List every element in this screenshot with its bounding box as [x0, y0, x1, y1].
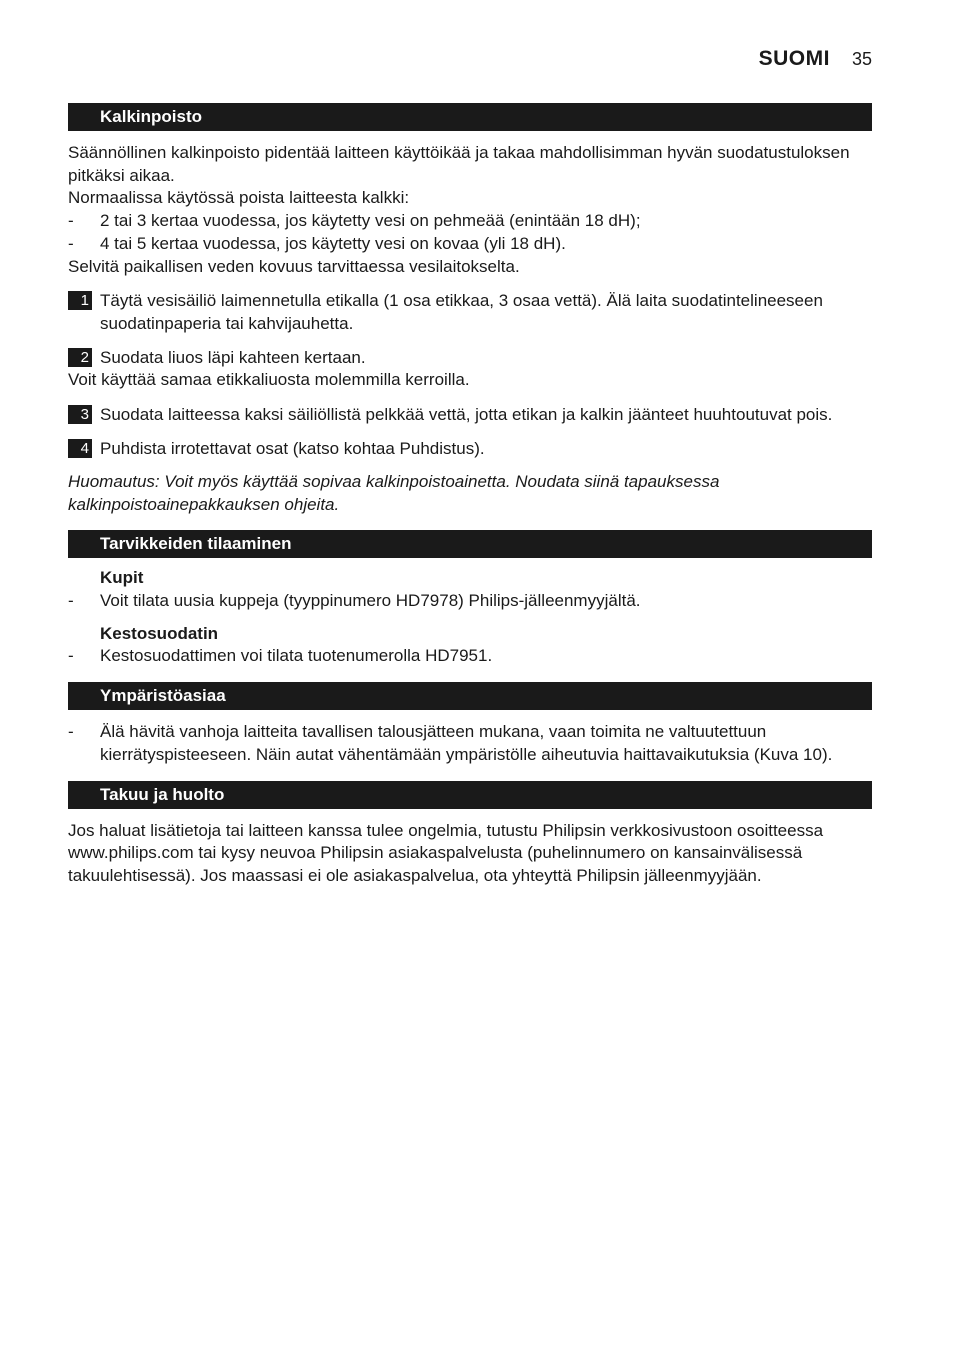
step-2	[68, 346, 872, 369]
step-4	[68, 437, 872, 460]
page-content	[68, 103, 872, 888]
list-item: - Kestosuodattimen voi tilata tuotenumerolla HD7951.	[68, 646, 493, 666]
step-number: 2	[68, 348, 92, 367]
step-text: Puhdista irrotettavat osat (katso kohtaa Puhdistus).	[100, 438, 485, 458]
section-title-accessories: Tarvikkeiden tilaaminen	[68, 530, 872, 558]
language-label: SUOMI	[758, 47, 830, 70]
section-title-warranty: Takuu ja huolto	[68, 781, 872, 809]
step-3	[68, 403, 872, 426]
list-item: - 2 tai 3 kertaa vuodessa, jos käytetty vesi on pehmeää (enintään 18 dH);	[68, 211, 641, 231]
descaling-normal-use: Normaalissa käytössä poista laitteesta kalkki:	[68, 188, 410, 208]
descaling-intro: Säännöllinen kalkinpoisto pidentää laitteen käyttöikää ja takaa mahdollisimman hyvän suodatustuloksen pitkäksi aikaa.	[68, 143, 850, 185]
warranty-text: Jos haluat lisätietoja tai laitteen kanssa tulee ongelmia, tutustu Philipsin verkkosivustoon osoitteessa www.philips.com tai kysy neuvoa Philipsin asiakaspalvelusta (puhelinnumero on kansainvälisessä takuulehtisessä). Jos maassasi ei ole asiakaspalvelua, ota yhteyttä Philipsin jälleenmyyjään.	[68, 820, 824, 885]
subheading-cups: Kupit	[100, 568, 144, 588]
step-text: Täytä vesisäiliö laimennetulla etikalla (1 osa etikkaa, 3 osaa vettä). Älä laita suodatintelineeseen suodatinpaperia tai kahvijauhetta.	[100, 291, 823, 334]
list-item: - Älä hävitä vanhoja laitteita tavallisen talousjätteen mukana, vaan toimita ne valtuutettuun kierrätyspisteeseen. Näin autat vähentämään ympäristölle aiheutuvia haittavaikutuksia (Kuva 10).	[68, 722, 833, 764]
step-text: Suodata liuos läpi kahteen kertaan.	[100, 348, 366, 368]
section-title-environment: Ympäristöasiaa	[68, 682, 872, 710]
descaling-note: Huomautus: Voit myös käyttää sopivaa kalkinpoistoainetta. Noudata siinä tapauksessa kalkinpoistoainepakkauksen ohjeita.	[68, 471, 720, 514]
step-number: 1	[68, 291, 92, 310]
step-number: 4	[68, 439, 92, 458]
step-number: 3	[68, 405, 92, 424]
descaling-hardness-note: Selvitä paikallisen veden kovuus tarvittaessa vesilaitokselta.	[68, 256, 520, 276]
page-header	[759, 47, 872, 71]
list-item: - Voit tilata uusia kuppeja (tyyppinumero HD7978) Philips-jälleenmyyjältä.	[68, 591, 641, 611]
step-text: Suodata laitteessa kaksi säiliöllistä pelkkää vettä, jotta etikan ja kalkin jäänteet huuhtoutuvat pois.	[100, 404, 833, 424]
step-2-note: Voit käyttää samaa etikkaliuosta molemmilla kerroilla.	[68, 370, 470, 390]
subheading-filter: Kestosuodatin	[100, 623, 219, 643]
list-item: - 4 tai 5 kertaa vuodessa, jos käytetty vesi on kovaa (yli 18 dH).	[68, 233, 566, 253]
section-title-descaling: Kalkinpoisto	[68, 103, 872, 131]
step-1	[68, 289, 872, 335]
page-number: 35	[851, 49, 872, 69]
